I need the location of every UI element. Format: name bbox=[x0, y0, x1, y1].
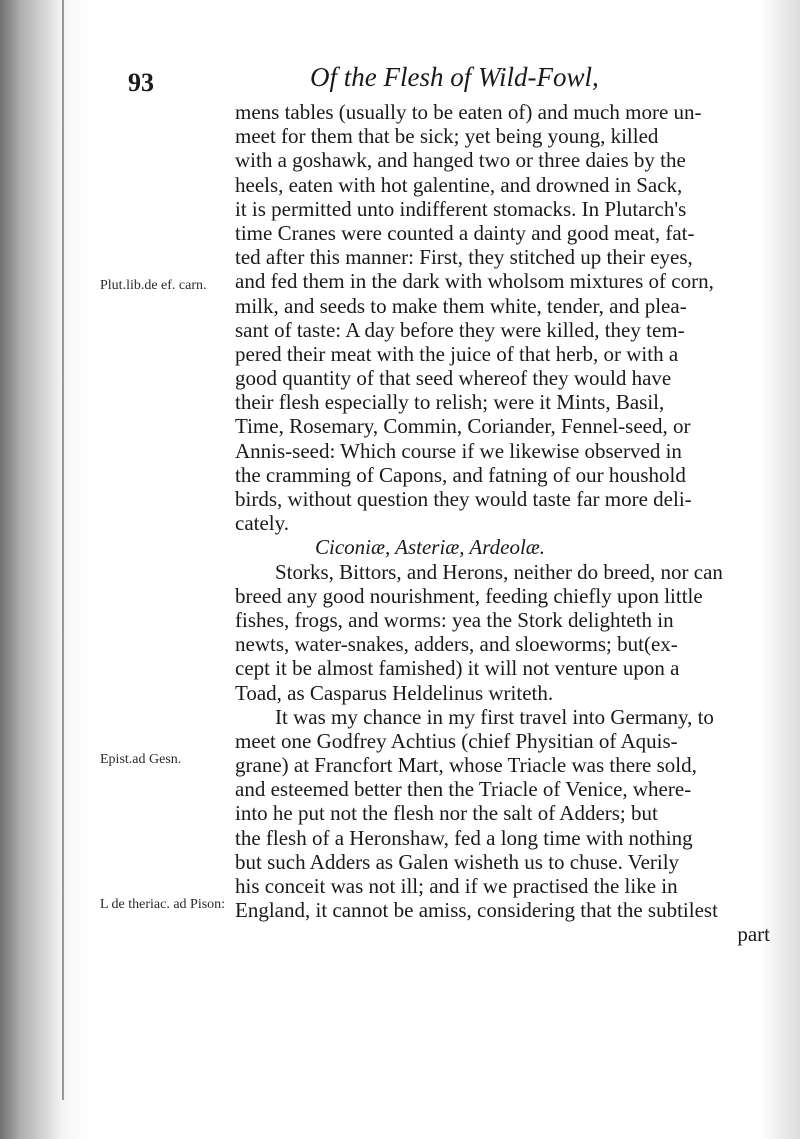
text-line: grane) at Francfort Mart, whose Triacle was there sold, bbox=[235, 753, 697, 778]
page-header bbox=[0, 62, 800, 102]
side-note-plutarch: Plut.lib.de ef. carn. bbox=[100, 278, 207, 293]
text-line: their flesh especially to relish; were it Mints, Basil, bbox=[235, 390, 665, 415]
text-line: England, it cannot be amiss, considering that the subtilest bbox=[235, 898, 718, 923]
text-line: Storks, Bittors, and Herons, neither do breed, nor can bbox=[275, 559, 723, 584]
text-line: It was my chance in my first travel into Germany, to bbox=[275, 704, 714, 729]
text-line: meet one Godfrey Achtius (chief Physitian of Aquis- bbox=[235, 728, 678, 753]
text-line: Toad, as Casparus Heldelinus writeth. bbox=[235, 680, 554, 705]
text-line: fishes, frogs, and worms: yea the Stork delighteth in bbox=[235, 607, 674, 632]
running-head: Of the Flesh of Wild-Fowl, bbox=[310, 62, 599, 92]
text-line: into he put not the flesh nor the salt of Adders; but bbox=[235, 801, 658, 826]
text-line: sant of taste: A day before they were killed, they tem- bbox=[235, 317, 685, 342]
text-line: time Cranes were counted a dainty and good meat, fat- bbox=[235, 220, 695, 245]
text-line: cept it be almost famished) it will not venture upon a bbox=[235, 656, 680, 681]
text-line: his conceit was not ill; and if we practised the like in bbox=[235, 874, 678, 898]
text-line: good quantity of that seed whereof they would have bbox=[235, 366, 672, 391]
gutter-shadow bbox=[0, 0, 95, 1139]
text-line: Annis-seed: Which course if we likewise observed in bbox=[235, 438, 682, 463]
text-line: meet for them that be sick; yet being young, killed bbox=[235, 124, 659, 149]
text-line: Time, Rosemary, Commin, Coriander, Fennel-seed, or bbox=[235, 414, 691, 439]
text-line: and esteemed better then the Triacle of Venice, where- bbox=[235, 777, 692, 802]
text-line: birds, without question they would taste far more deli- bbox=[235, 487, 692, 511]
text-line: mens tables (usually to be eaten of) and much more un- bbox=[235, 100, 702, 124]
text-line: newts, water-snakes, adders, and sloeworms; but(ex- bbox=[235, 632, 678, 657]
text-line: but such Adders as Galen wisheth us to chuse. Verily bbox=[235, 849, 680, 874]
text-line: it is permitted unto indifferent stomacks. In Plutarch's bbox=[235, 196, 687, 221]
text-line: heels, eaten with hot galentine, and drowned in Sack, bbox=[235, 172, 683, 197]
page-edge bbox=[62, 0, 64, 1100]
catchword: part bbox=[737, 922, 770, 947]
text-line: pered their meat with the juice of that herb, or with a bbox=[235, 341, 679, 366]
text-line: and fed them in the dark with wholsom mixtures of corn, bbox=[235, 269, 714, 294]
body-text bbox=[235, 100, 770, 947]
text-line: milk, and seeds to make them white, tender, and plea- bbox=[235, 293, 687, 318]
text-line: the cramming of Capons, and fatning of our houshold bbox=[235, 462, 686, 487]
text-line: the flesh of a Heronshaw, fed a long time with nothing bbox=[235, 825, 693, 850]
section-heading: Ciconiæ, Asteriæ, Ardeolæ. bbox=[315, 535, 546, 560]
side-note-theriac: L de theriac. ad Pison: bbox=[100, 897, 226, 912]
text-line: cately. bbox=[235, 511, 290, 536]
side-note-epistle: Epist.ad Gesn. bbox=[100, 752, 182, 767]
page-number: 93 bbox=[128, 68, 154, 97]
text-line: with a goshawk, and hanged two or three daies by the bbox=[235, 148, 686, 173]
text-line: ted after this manner: First, they stitched up their eyes, bbox=[235, 245, 693, 270]
text-line: breed any good nourishment, feeding chiefly upon little bbox=[235, 583, 703, 608]
